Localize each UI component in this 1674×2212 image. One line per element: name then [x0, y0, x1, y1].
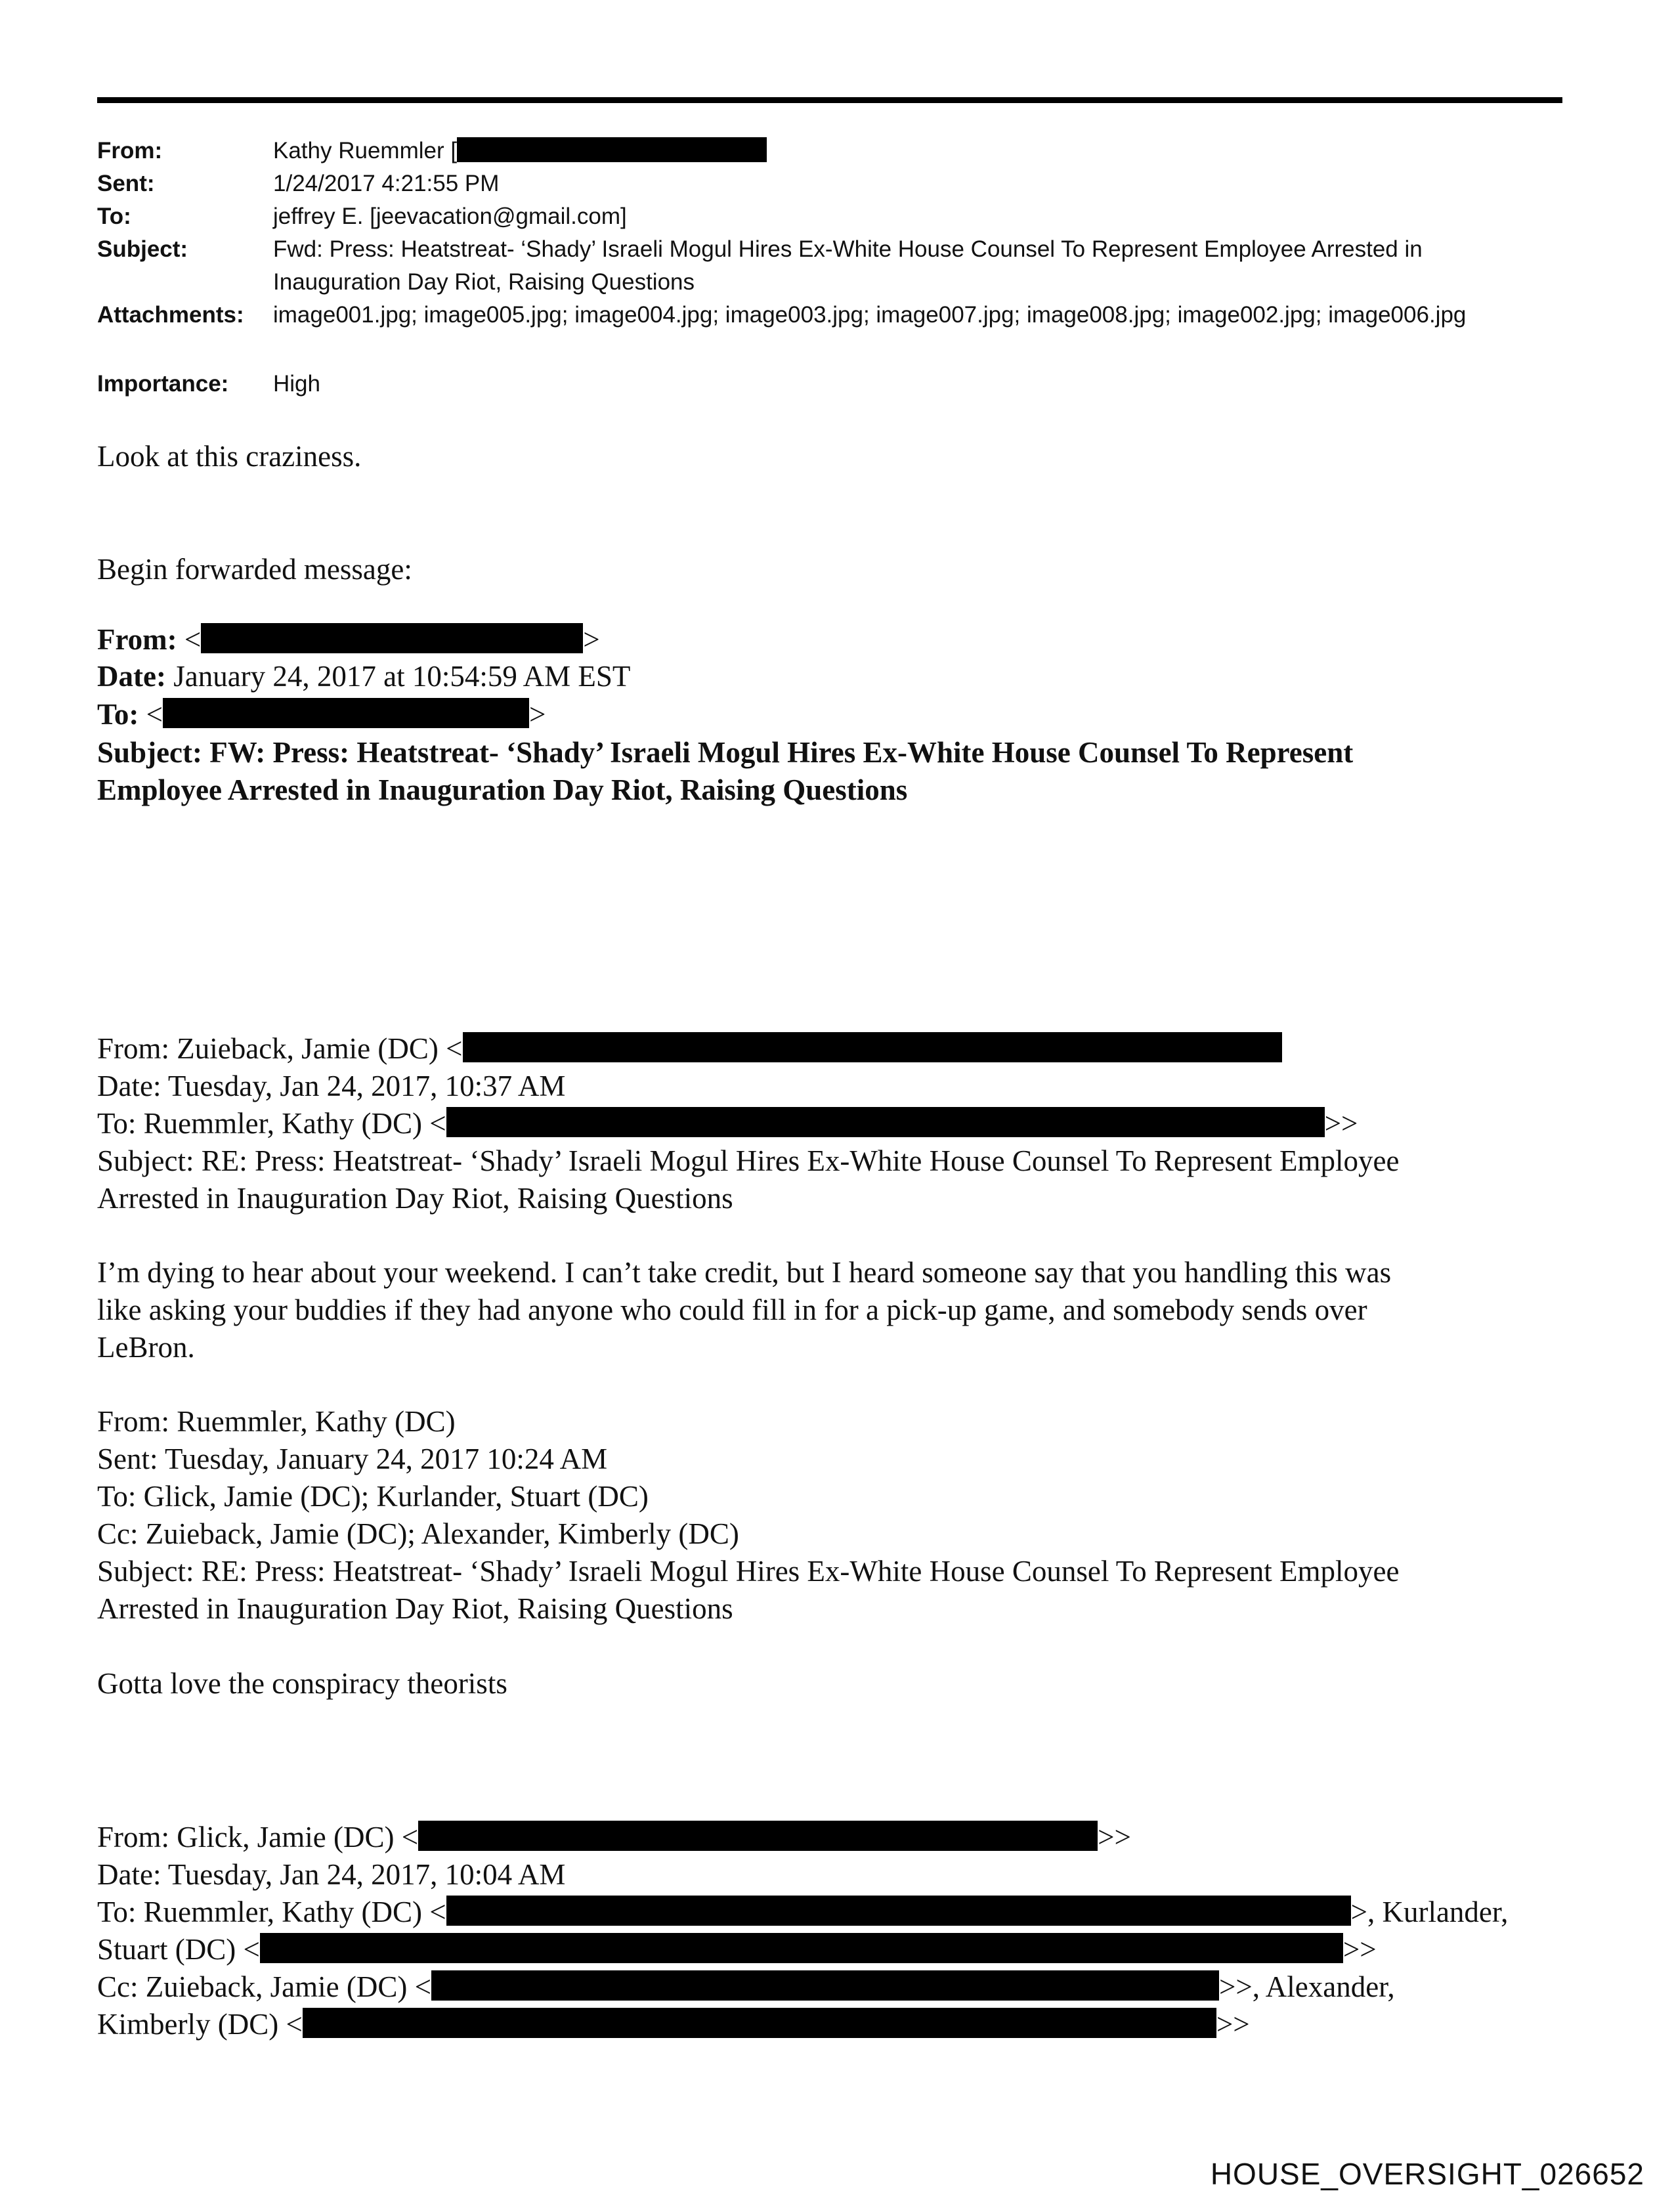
msg2-to-row: [97, 1105, 1358, 1142]
top-rule: [97, 97, 1562, 103]
redaction-box: [201, 623, 583, 653]
msg3-sent: Sent: Tuesday, January 24, 2017 10:24 AM: [97, 1442, 608, 1475]
msg2-to-close: >>: [1324, 1107, 1358, 1140]
header-importance-value: High: [273, 371, 320, 397]
fwd1-from-row: [97, 621, 600, 659]
redaction-box: [457, 137, 767, 162]
msg4-to-line2: Stuart (DC) <: [97, 1933, 260, 1966]
msg4-cc-row-2: [97, 2006, 1250, 2043]
msg2-date: Date: Tuesday, Jan 24, 2017, 10:37 AM: [97, 1070, 566, 1102]
fwd1-date-value: January 24, 2017 at 10:54:59 AM EST: [173, 660, 631, 693]
begin-forwarded: Begin forwarded message:: [97, 553, 412, 586]
msg4-to-close: >, Kurlander,: [1350, 1896, 1509, 1928]
fwd1-subject-line1: Subject: FW: Press: Heatstreat- ‘Shady’ Israeli Mogul Hires Ex-White House Counsel To Represent: [97, 736, 1354, 769]
fwd1-date-row: [97, 658, 630, 695]
header-subject-line2: Inauguration Day Riot, Raising Questions: [273, 269, 695, 295]
msg4-cc-line2-close: >>: [1216, 2008, 1250, 2041]
msg4-date: Date: Tuesday, Jan 24, 2017, 10:04 AM: [97, 1858, 566, 1891]
msg2-from: From: Zuieback, Jamie (DC) <: [97, 1032, 463, 1065]
header-sent-value: 1/24/2017 4:21:55 PM: [273, 171, 500, 196]
header-importance-label: Importance:: [97, 371, 229, 397]
redaction-box: [163, 698, 529, 728]
msg4-cc-row: [97, 1968, 1395, 2006]
msg2-body-line3: LeBron.: [97, 1331, 195, 1364]
msg3-subject-line2: Arrested in Inauguration Day Riot, Raising Questions: [97, 1592, 733, 1625]
redaction-box: [463, 1032, 1282, 1062]
fwd1-to-label: To:: [97, 698, 139, 731]
msg4-from-close: >>: [1098, 1821, 1131, 1854]
header-from-value: Kathy Ruemmler [: [273, 138, 458, 163]
fwd1-date-label: Date:: [97, 660, 166, 693]
header-sent-label: Sent:: [97, 171, 155, 196]
msg3-body: Gotta love the conspiracy theorists: [97, 1667, 507, 1700]
msg4-to-row-2: [97, 1931, 1377, 1968]
msg4-to: To: Ruemmler, Kathy (DC) <: [97, 1896, 446, 1928]
msg2-body-line2: like asking your buddies if they had anyone who could fill in for a pick-up game, and somebody sends over: [97, 1293, 1367, 1326]
msg4-cc: Cc: Zuieback, Jamie (DC) <: [97, 1970, 431, 2003]
fwd1-from-close: >: [583, 623, 600, 656]
msg2-subject-line2: Arrested in Inauguration Day Riot, Raising Questions: [97, 1182, 733, 1215]
fwd1-subject-line2: Employee Arrested in Inauguration Day Riot, Raising Questions: [97, 773, 908, 806]
header-to-value: jeffrey E. [jeevacation@gmail.com]: [273, 204, 627, 229]
redaction-box: [260, 1933, 1343, 1963]
msg4-cc-line2: Kimberly (DC) <: [97, 2008, 303, 2041]
body-note: Look at this craziness.: [97, 440, 362, 473]
msg4-cc-close: >>, Alexander,: [1218, 1970, 1395, 2003]
redaction-box: [446, 1107, 1325, 1137]
header-subject-line1: Fwd: Press: Heatstreat- ‘Shady’ Israeli Mogul Hires Ex-White House Counsel To Represent Employee Arrested in: [273, 236, 1423, 262]
header-attachments-value: image001.jpg; image005.jpg; image004.jpg; image003.jpg; image007.jpg; image008.jpg; image002.jpg; image006.jpg: [273, 302, 1467, 328]
fwd1-to-close: >: [529, 698, 546, 731]
msg4-to-row: [97, 1894, 1508, 1931]
msg3-subject-line1: Subject: RE: Press: Heatstreat- ‘Shady’ Israeli Mogul Hires Ex-White House Counsel To Represent Employee: [97, 1555, 1400, 1588]
bates-number: HOUSE_OVERSIGHT_026652: [1210, 2157, 1644, 2191]
msg4-to-line2-close: >>: [1342, 1933, 1377, 1966]
msg3-cc: Cc: Zuieback, Jamie (DC); Alexander, Kimberly (DC): [97, 1517, 739, 1550]
fwd1-from-open: <: [184, 623, 202, 656]
redaction-box: [446, 1896, 1351, 1926]
redaction-box: [431, 1970, 1219, 2001]
msg4-from: From: Glick, Jamie (DC) <: [97, 1821, 419, 1854]
header-from-label: From:: [97, 138, 163, 163]
redaction-box: [418, 1821, 1098, 1851]
msg4-from-row: [97, 1819, 1131, 1856]
fwd1-to-row: [97, 696, 546, 733]
msg2-to: To: Ruemmler, Kathy (DC) <: [97, 1107, 446, 1140]
msg2-from-row: [97, 1030, 1282, 1068]
fwd1-to-open: <: [146, 698, 163, 731]
msg2-body-line1: I’m dying to hear about your weekend. I can’t take credit, but I heard someone say that you handling this was: [97, 1256, 1392, 1289]
header-attachments-label: Attachments:: [97, 302, 244, 328]
msg3-to: To: Glick, Jamie (DC); Kurlander, Stuart (DC): [97, 1480, 649, 1513]
fwd1-from-label: From:: [97, 623, 177, 656]
header-subject-label: Subject:: [97, 236, 188, 262]
msg3-from: From: Ruemmler, Kathy (DC): [97, 1405, 456, 1438]
header-to-label: To:: [97, 204, 131, 229]
msg2-subject-line1: Subject: RE: Press: Heatstreat- ‘Shady’ Israeli Mogul Hires Ex-White House Counsel To Represent Employee: [97, 1144, 1400, 1177]
redaction-box: [303, 2008, 1216, 2038]
